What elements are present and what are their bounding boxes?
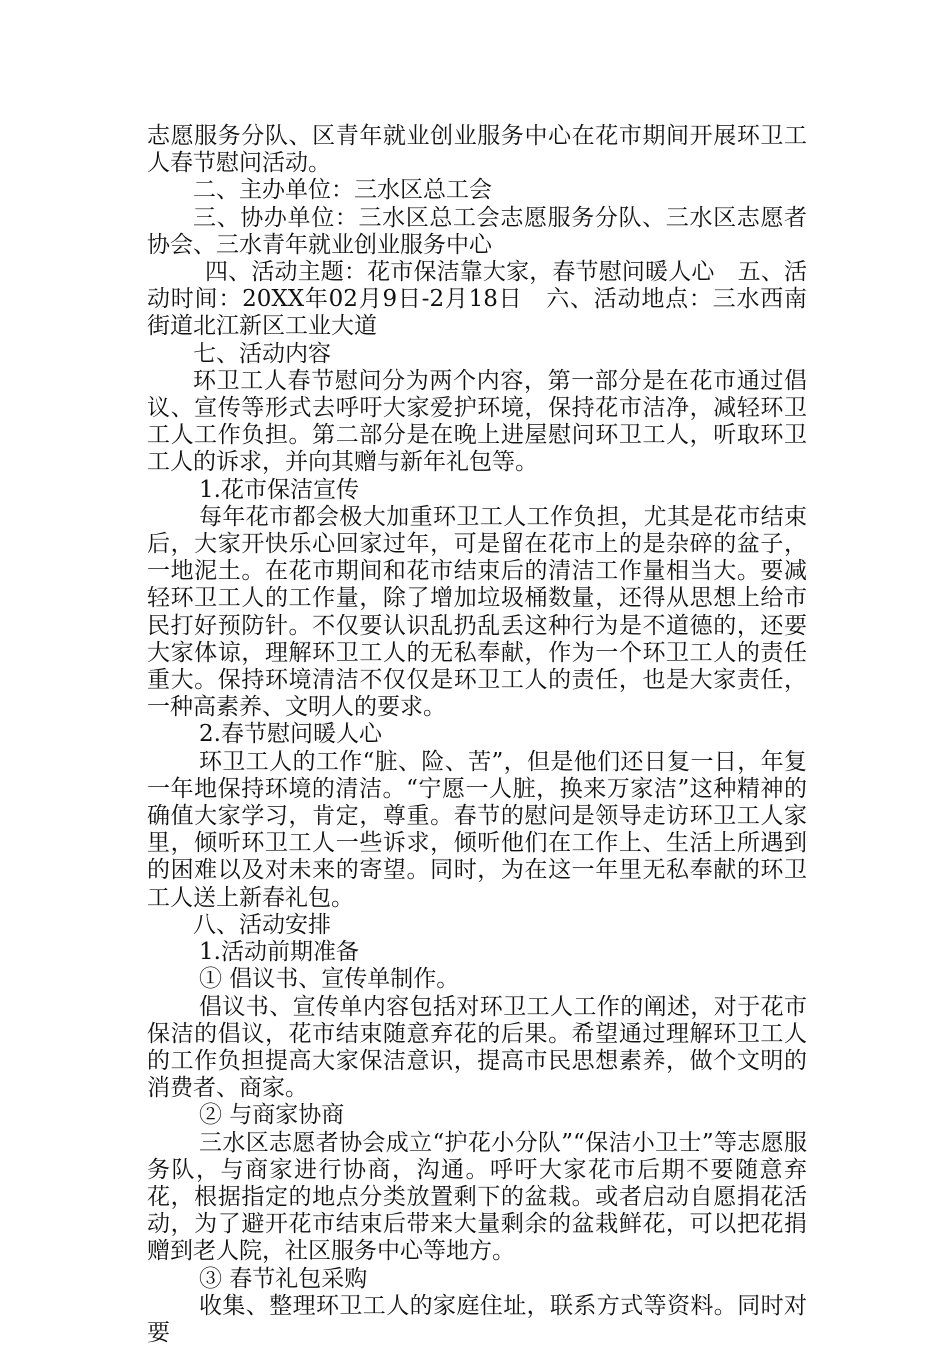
paragraph-intro-continuation: 志愿服务分队、区青年就业创业服务中心在花市期间开展环卫工人春节慰问活动。 bbox=[147, 123, 807, 177]
item-proposal-leaflet: ① 倡议书、宣传单制作。 bbox=[199, 966, 460, 993]
paragraph-theme-time-location: 四、活动主题：花市保洁靠大家，春节慰问暖人心 五、活动时间：20XX年02月9日-2月18日 六、活动地点：三水西南街道北江新区工业大道 bbox=[147, 259, 807, 340]
paragraph-activity-overview: 环卫工人春节慰问分为两个内容，第一部分是在花市通过倡议、宣传等形式去呼吁大家爱护环境，保持花市洁净，减轻环卫工人工作负担。第二部分是在晚上进屋慰问环卫工人，听取环卫工人的诉求，并向其赠与新年礼包等。 bbox=[147, 367, 807, 476]
item-gift-purchase: ③ 春节礼包采购 bbox=[199, 1265, 368, 1292]
paragraph-gift-purchase: 收集、整理环卫工人的家庭住址，联系方式等资料。同时对要 bbox=[147, 1292, 807, 1346]
paragraph-flower-market-cleaning: 每年花市都会极大加重环卫工人工作负担，尤其是花市结束后，大家开快乐心回家过年，可是留在花市上的是杂碎的盆子，一地泥土。在花市期间和花市结束后的清洁工作量相当大。要减轻环卫工人的工作量，除了增加垃圾桶数量，还得从思想上给市民打好预防针。不仅要认识乱扔乱丢这种行为是不道德的，还要大家体谅，理解环卫工人的无私奉献，作为一个环卫工人的责任重大。保持环境清洁不仅仅是环卫工人的责任，也是大家责任，一种高素养、文明人的要求。 bbox=[147, 503, 807, 721]
heading-flower-market-cleaning: 1.花市保洁宣传 bbox=[199, 476, 359, 503]
paragraph-spring-festival-visit: 环卫工人的工作“脏、险、苦”，但是他们还日复一日，年复一年地保持环境的清洁。“宁愿一人脏，换来万家洁”这种精神的确值大家学习，肯定，尊重。春节的慰问是领导走访环卫工人家里，倾听环卫工人一些诉求，倾听他们在工作上、生活上所遇到的困难以及对未来的寄望。同时，为在这一年里无私奉献的环卫工人送上新春礼包。 bbox=[147, 748, 807, 911]
heading-spring-festival-visit: 2.春节慰问暖人心 bbox=[199, 721, 382, 748]
paragraph-proposal-leaflet: 倡议书、宣传单内容包括对环卫工人工作的阐述，对于花市保洁的倡议，花市结束随意弃花的后果。希望通过理解环卫工人的工作负担提高大家保洁意识，提高市民思想素养，做个文明的消费者、商家。 bbox=[147, 993, 807, 1102]
paragraph-co-organizer: 三、协办单位：三水区总工会志愿服务分队、三水区志愿者协会、三水青年就业创业服务中心 bbox=[147, 204, 807, 258]
heading-activity-content: 七、活动内容 bbox=[193, 340, 331, 367]
document-body bbox=[147, 123, 807, 1347]
paragraph-merchant-negotiation: 三水区志愿者协会成立“护花小分队”“保洁小卫士”等志愿服务队，与商家进行协商，沟通。呼吁大家花市后期不要随意弃花，根据指定的地点分类放置剩下的盆栽。或者启动自愿捐花活动，为了避开花市结束后带来大量剩余的盆栽鲜花，可以把花捐赠到老人院，社区服务中心等地方。 bbox=[147, 1129, 807, 1265]
heading-activity-arrangement: 八、活动安排 bbox=[193, 911, 331, 938]
paragraph-organizer: 二、主办单位：三水区总工会 bbox=[193, 177, 492, 204]
item-merchant-negotiation: ② 与商家协商 bbox=[199, 1102, 345, 1129]
heading-preparation: 1.活动前期准备 bbox=[199, 939, 359, 966]
